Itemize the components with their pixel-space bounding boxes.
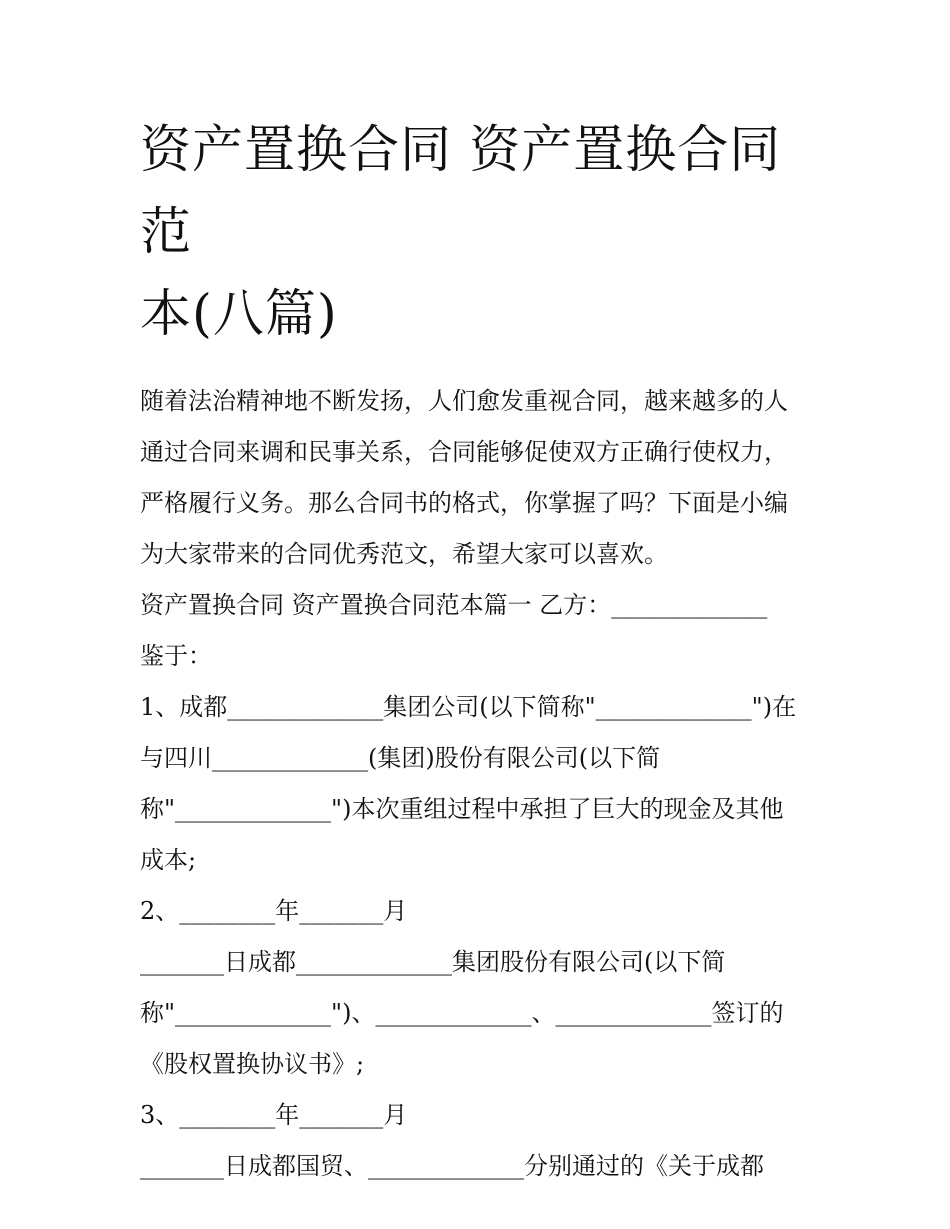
body-line: 鉴于：	[140, 642, 212, 670]
title-line-1: 资产置换合同 资产置换合同范	[140, 121, 782, 262]
body-line: 称"_____________")本次重组过程中承担了巨大的现金及其他	[140, 795, 784, 823]
document-body	[140, 376, 820, 1192]
title-line-2: 本(八篇)	[140, 285, 338, 344]
body-line: _______日成都国贸、_____________分别通过的《关于成都	[140, 1152, 764, 1180]
document-page	[140, 110, 820, 1192]
body-line: 成本;	[140, 846, 197, 874]
body-line: _______日成都_____________集团股份有限公司(以下简	[140, 948, 726, 976]
body-line: 3、________年_______月	[140, 1101, 408, 1129]
body-line: 与四川_____________(集团)股份有限公司(以下简	[140, 744, 661, 772]
body-line: 称"_____________")、_____________、_____________签订的	[140, 999, 784, 1027]
body-line: 1、成都_____________集团公司(以下简称"_____________")在	[140, 693, 797, 721]
body-line: 随着法治精神地不断发扬，人们愈发重视合同，越来越多的人	[140, 387, 788, 415]
body-line: 严格履行义务。那么合同书的格式，你掌握了吗？下面是小编	[140, 489, 788, 517]
body-line: 为大家带来的合同优秀范文，希望大家可以喜欢。	[140, 540, 668, 568]
document-title	[140, 110, 820, 356]
body-line: 通过合同来调和民事关系，合同能够促使双方正确行使权力，	[140, 438, 788, 466]
body-line: 《股权置换协议书》;	[140, 1050, 365, 1078]
body-line: 2、________年_______月	[140, 897, 408, 925]
body-line: 资产置换合同 资产置换合同范本篇一 乙方：_____________	[140, 591, 768, 619]
